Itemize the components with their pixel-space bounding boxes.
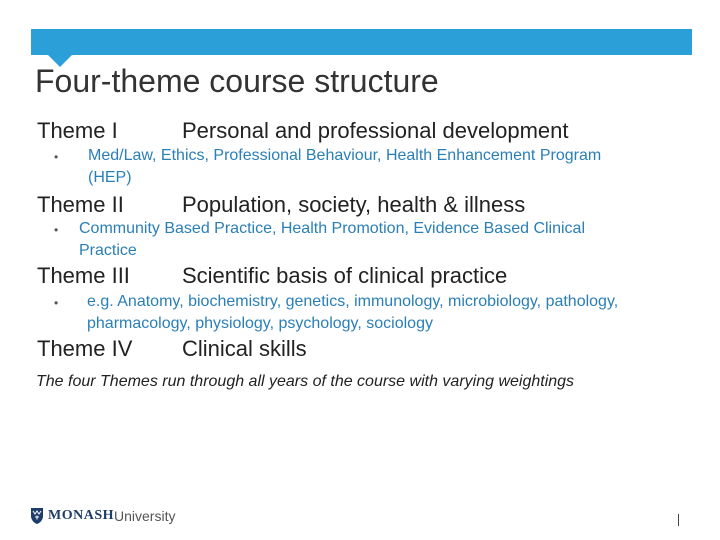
monash-logo <box>30 505 175 527</box>
theme-topic: Population, society, health & illness <box>182 192 526 217</box>
theme-name: Theme II <box>37 192 124 217</box>
bullet-dot-icon: • <box>54 150 59 164</box>
detail-line: (HEP) <box>88 169 132 186</box>
header-accent-bar <box>31 29 692 55</box>
theme-detail-2 <box>79 218 585 262</box>
logo-wordmark-light: University <box>114 508 176 524</box>
monash-shield-icon <box>30 507 44 525</box>
bullet-dot-icon: • <box>54 223 59 237</box>
theme-name: Theme III <box>37 263 130 288</box>
footer-divider <box>678 514 679 526</box>
theme-topic: Personal and professional development <box>182 118 569 143</box>
detail-line: e.g. Anatomy, biochemistry, genetics, immunology, microbiology, pathology, <box>87 293 619 310</box>
theme-topic: Scientific basis of clinical practice <box>182 263 508 288</box>
detail-line: Med/Law, Ethics, Professional Behaviour, Health Enhancement Program <box>88 147 602 164</box>
theme-name: Theme I <box>37 118 118 143</box>
logo-wordmark-strong: MONASH <box>48 508 114 523</box>
theme-topic: Clinical skills <box>182 336 307 361</box>
detail-line: Community Based Practice, Health Promotion, Evidence Based Clinical <box>79 220 586 237</box>
slide-footnote: The four Themes run through all years of the course with varying weightings <box>36 373 575 390</box>
detail-line: Practice <box>79 242 137 259</box>
detail-line: pharmacology, physiology, psychology, sociology <box>87 315 433 332</box>
slide-title: Four-theme course structure <box>35 63 439 99</box>
bullet-dot-icon: • <box>54 296 59 310</box>
theme-detail-1 <box>88 145 601 189</box>
theme-name: Theme IV <box>37 336 133 361</box>
theme-detail-3 <box>87 291 618 335</box>
